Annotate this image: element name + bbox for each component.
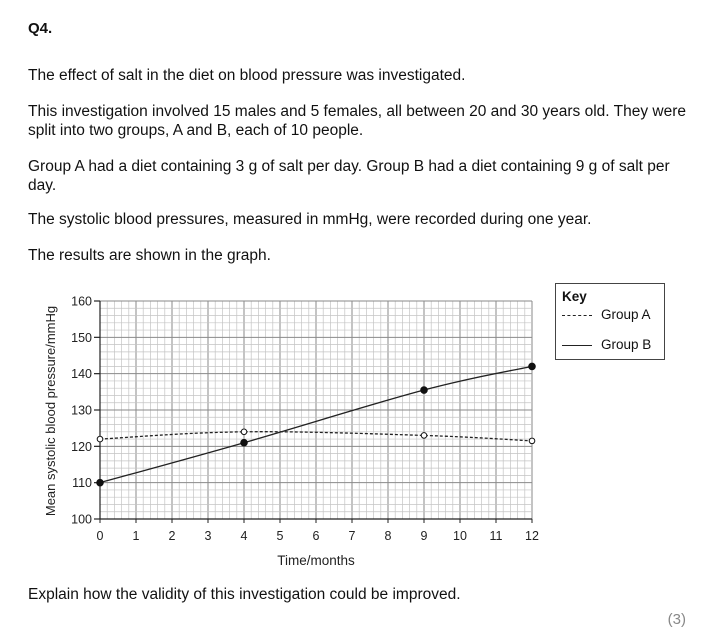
solid-line-icon xyxy=(562,345,592,346)
key-label-group-a: Group A xyxy=(601,307,651,322)
x-tick-label: 9 xyxy=(420,529,428,543)
y-tick-label: 100 xyxy=(71,512,92,527)
data-point-group-b xyxy=(529,363,536,370)
x-tick-label: 3 xyxy=(204,529,212,543)
y-tick-label: 110 xyxy=(72,476,92,491)
chart-axes xyxy=(71,295,539,544)
y-tick-label: 160 xyxy=(71,294,92,309)
question-number: Q4. xyxy=(28,20,53,37)
data-point-group-b xyxy=(241,439,248,446)
x-tick-label: 4 xyxy=(240,529,248,543)
data-point-group-b xyxy=(421,387,428,394)
question-prompt: Explain how the validity of this investigation could be improved. xyxy=(28,586,461,603)
x-tick-label: 12 xyxy=(525,529,539,543)
intro-paragraph: The effect of salt in the diet on blood pressure was investigated. xyxy=(28,67,466,84)
x-tick-label: 6 xyxy=(312,529,320,543)
y-tick-label: 140 xyxy=(71,367,92,382)
blood-pressure-chart xyxy=(0,278,560,576)
data-point-group-b xyxy=(97,479,104,486)
x-tick-label: 2 xyxy=(168,529,176,543)
y-tick-label: 150 xyxy=(71,330,92,345)
x-tick-label: 11 xyxy=(489,529,503,543)
x-tick-label: 7 xyxy=(348,529,356,543)
x-tick-label: 8 xyxy=(384,529,392,543)
x-tick-label: 5 xyxy=(276,529,284,543)
diet-paragraph: Group A had a diet containing 3 g of salt per day. Group B had a diet containing 9 g of salt per day. xyxy=(28,158,670,194)
y-tick-label: 120 xyxy=(71,439,92,454)
x-tick-label: 0 xyxy=(96,529,104,543)
chart-key xyxy=(555,283,665,360)
results-paragraph: The results are shown in the graph. xyxy=(28,247,271,264)
x-axis-label: Time/months xyxy=(277,553,355,568)
y-tick-label: 130 xyxy=(71,403,92,418)
measurement-paragraph: The systolic blood pressures, measured in mmHg, were recorded during one year. xyxy=(28,211,592,228)
x-tick-label: 10 xyxy=(453,529,467,543)
chart-grid xyxy=(100,301,532,519)
data-point-group-a xyxy=(529,438,535,444)
y-axis-label: Mean systolic blood pressure/mmHg xyxy=(43,305,58,517)
key-title: Key xyxy=(562,289,587,304)
data-point-group-a xyxy=(241,429,247,435)
marks-available: (3) xyxy=(667,611,686,628)
dashed-line-icon xyxy=(562,315,592,316)
participants-paragraph: This investigation involved 15 males and 5 females, all between 20 and 30 years old. They were split into two groups, A and B, each of 10 people. xyxy=(28,103,686,139)
data-point-group-a xyxy=(421,433,427,439)
x-tick-label: 1 xyxy=(132,529,140,543)
data-point-group-a xyxy=(97,436,103,442)
key-label-group-b: Group B xyxy=(601,337,652,352)
